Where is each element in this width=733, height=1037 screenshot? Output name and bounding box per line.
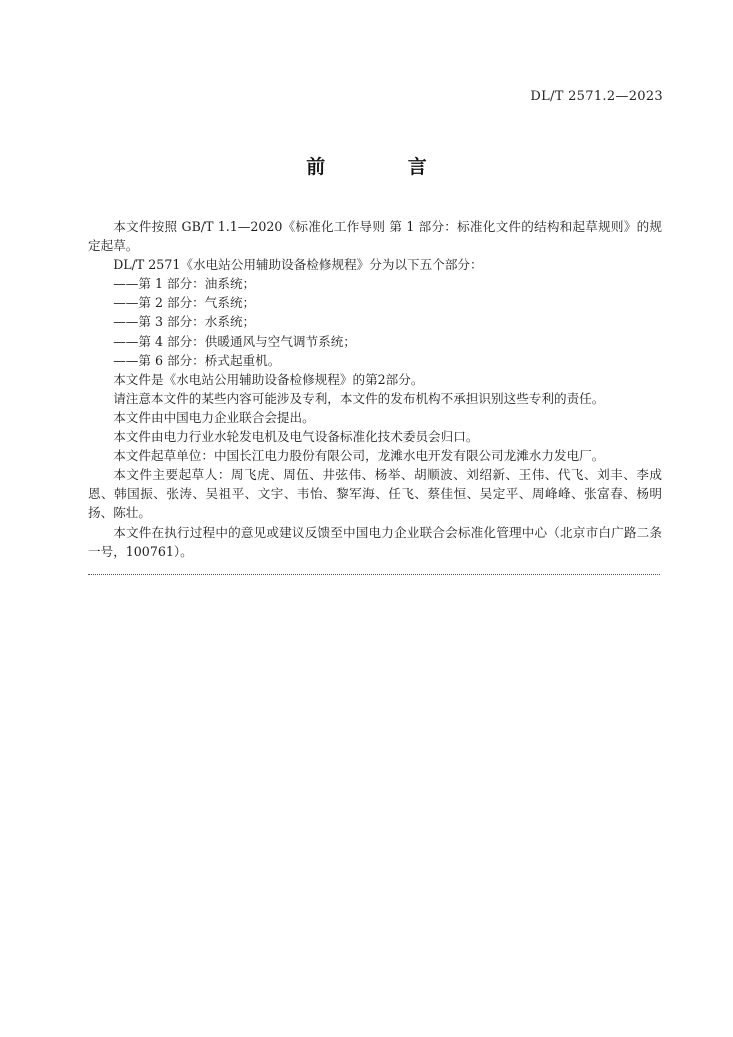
paragraph-parts-intro: DL/T 2571《水电站公用辅助设备检修规程》分为以下五个部分： (113, 257, 483, 273)
foreword-body (88, 217, 662, 561)
paragraph-drafting-rules: 本文件按照 GB/T 1.1—2020《标准化工作导则 第 1 部分：标准化文件的结构和起草规则》的规定起草。 (88, 219, 662, 254)
paragraph-this-part: 本文件是《水电站公用辅助设备检修规程》的第2部分。 (113, 371, 424, 387)
paragraph-administered-by: 本文件由电力行业水轮发电机及电气设备标准化技术委员会归口。 (113, 429, 479, 445)
list-item-part-4: ——第 4 部分：供暖通风与空气调节系统； (113, 333, 356, 349)
paragraph-patent-notice: 请注意本文件的某些内容可能涉及专利，本文件的发布机构不承担识别这些专利的责任。 (113, 390, 605, 406)
page-title: 前 言 (306, 156, 465, 178)
list-item-part-2: ——第 2 部分：气系统； (113, 295, 256, 311)
end-dotted-rule (88, 574, 660, 575)
document-code: DL/T 2571.2—2023 (530, 89, 663, 104)
list-item-part-3: ——第 3 部分：水系统； (113, 314, 256, 330)
paragraph-proposed-by: 本文件由中国电力企业联合会提出。 (113, 409, 315, 425)
paragraph-drafting-organizations: 本文件起草单位：中国长江电力股份有限公司，龙滩水电开发有限公司龙滩水力发电厂。 (113, 448, 605, 464)
paragraph-feedback: 本文件在执行过程中的意见或建议反馈至中国电力企业联合会标准化管理中心（北京市白广路二条一号，100761）。 (88, 524, 662, 559)
list-item-part-6: ——第 6 部分：桥式起重机。 (113, 352, 281, 368)
paragraph-main-drafters: 本文件主要起草人：周飞虎、周伍、井弦伟、杨举、胡顺波、刘绍新、王伟、代飞、刘丰、李成恩、韩国振、张涛、吴祖平、文宇、韦怡、黎军海、任飞、蔡佳恒、吴定平、周峰峰、张富春、杨明扬、陈壮。 (88, 467, 662, 521)
list-item-part-1: ——第 1 部分：油系统； (113, 276, 256, 292)
